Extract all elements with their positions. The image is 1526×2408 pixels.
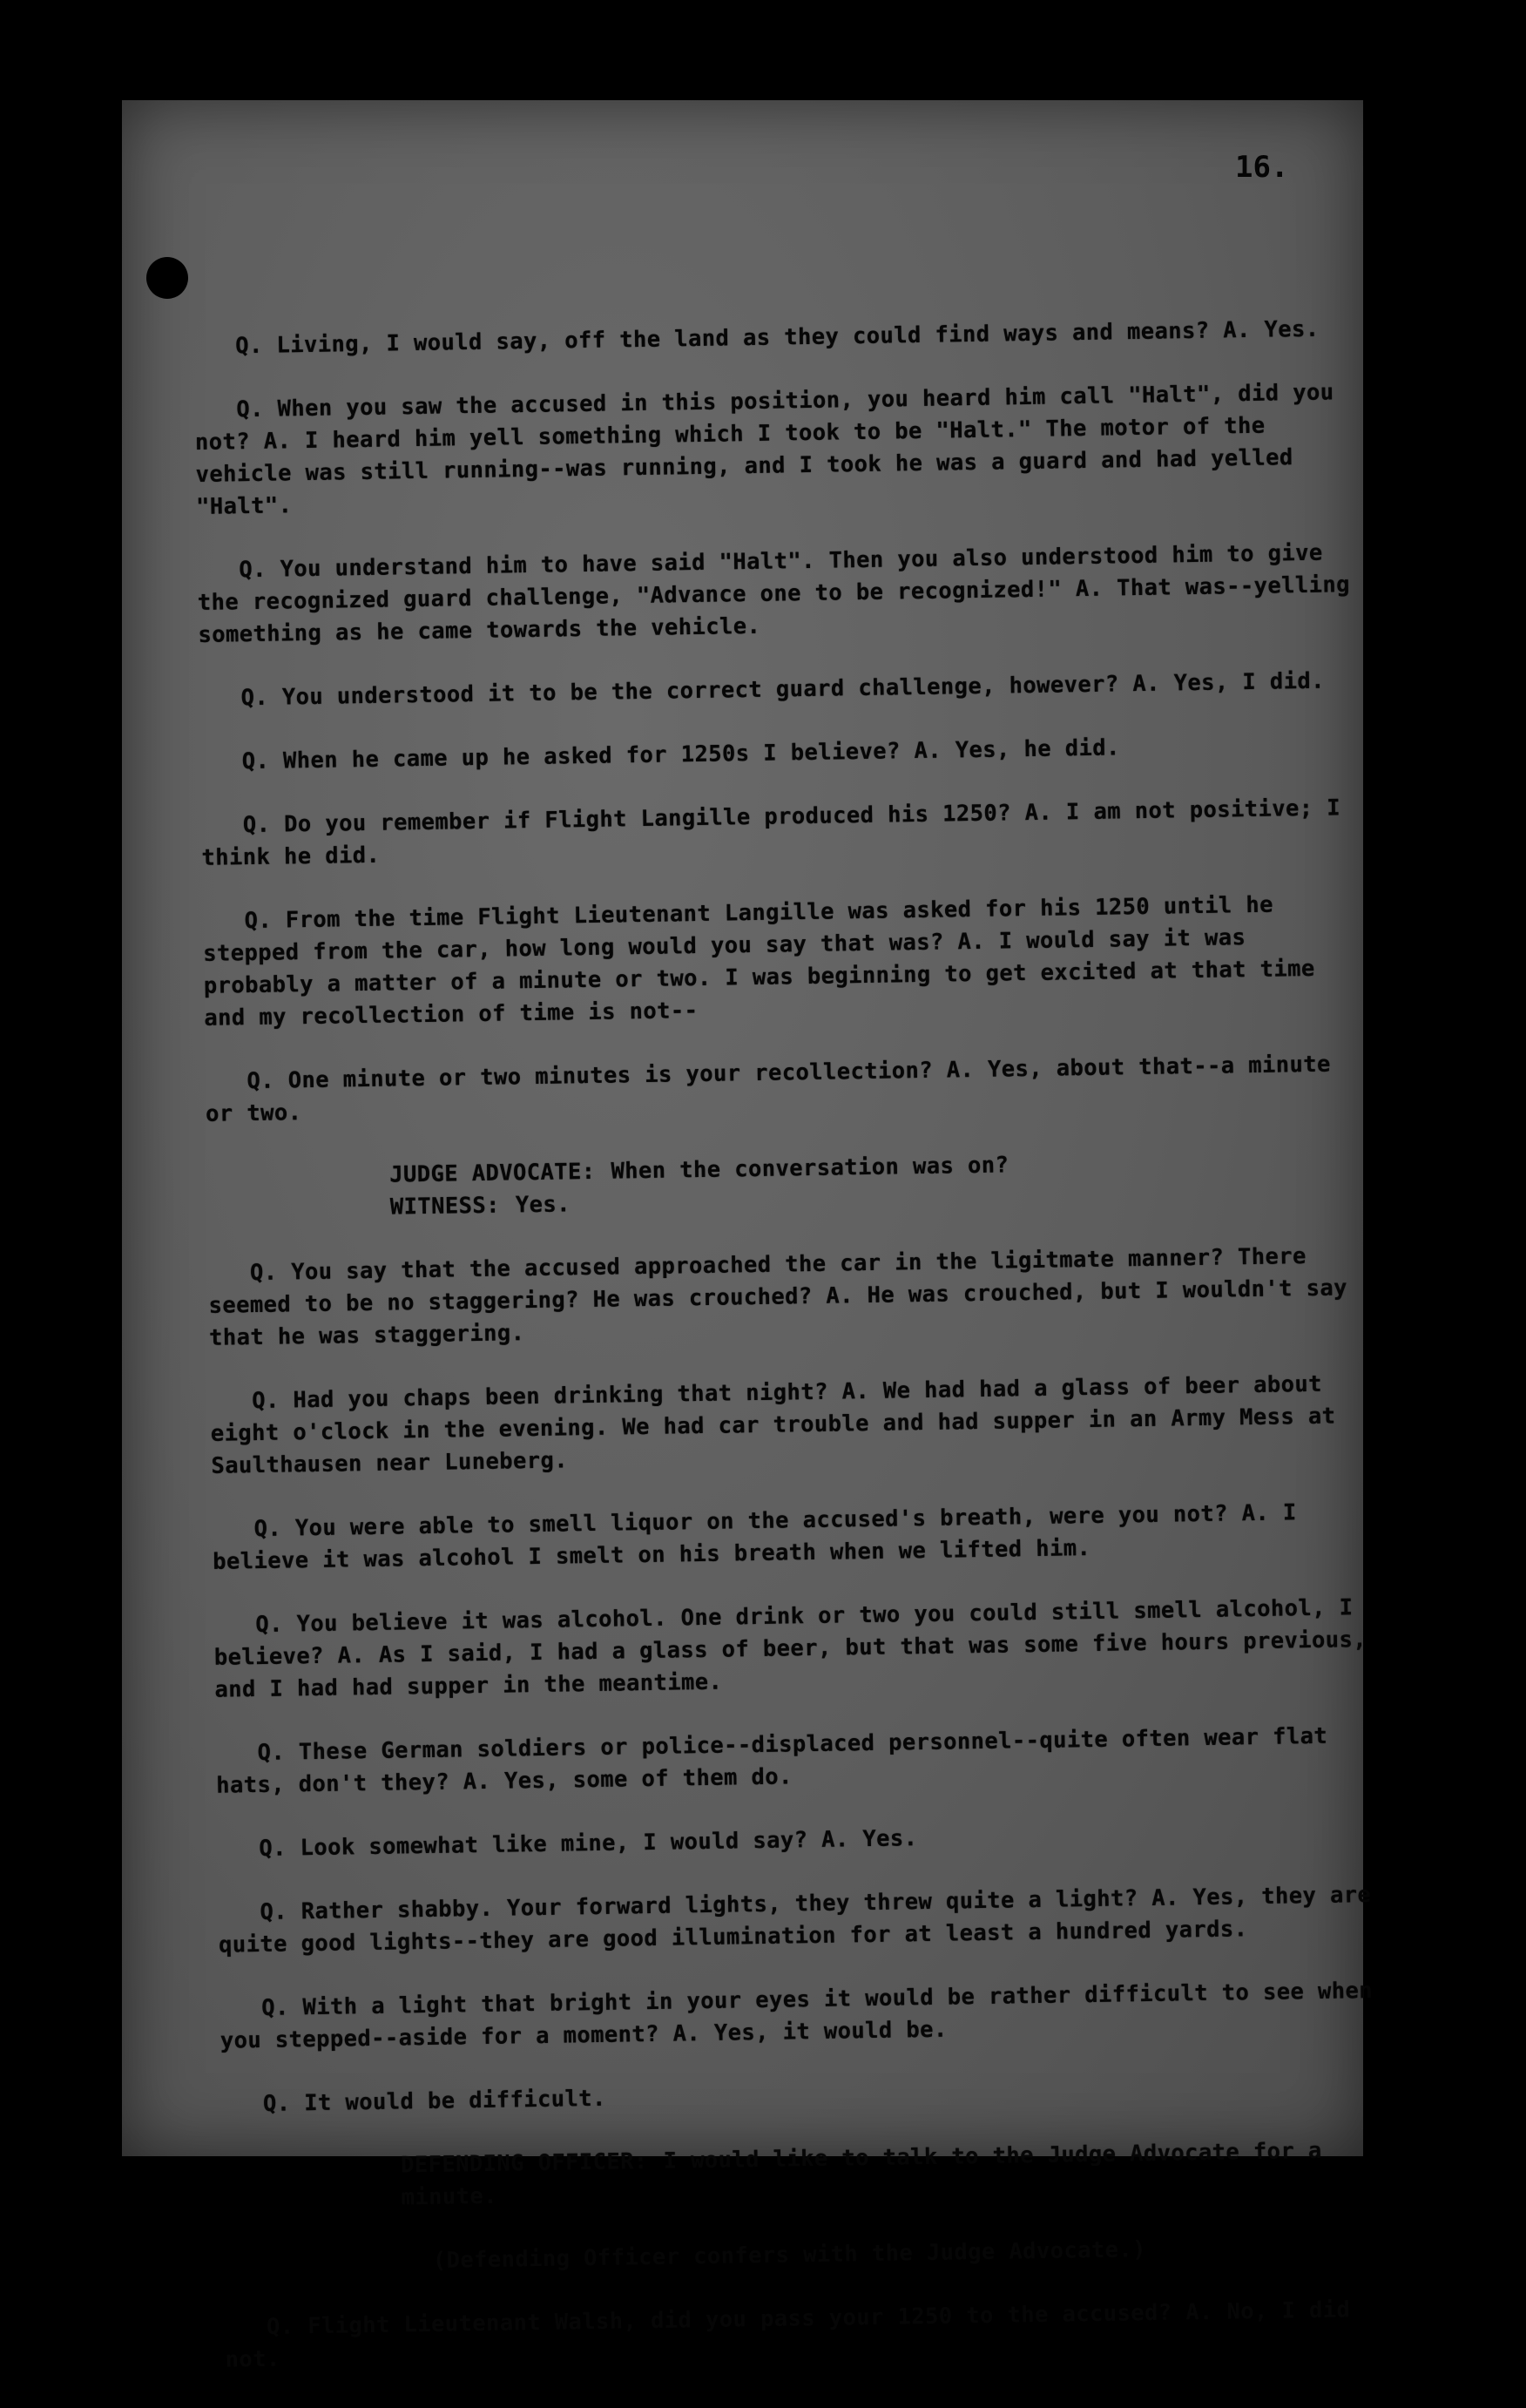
qa-paragraph: Q. One minute or two minutes is your recollection? A. Yes, about that--a minute or two. (205, 1051, 1332, 1127)
qa-paragraph: Q. You understand him to have said "Halt". Then you also understood him to give the recognized guard challenge, "Advance one to be recognized!" A. That was--yelling something as he came towards the vehicle. (197, 539, 1351, 648)
qa-paragraph: Q. When he came up he asked for 1250s I believe? A. Yes, he did. (241, 734, 1121, 775)
qa-paragraph: Q. Flight Lieutenant Walsh, did you pass your 1250 to the accused? A. No, I did not. (225, 2296, 1351, 2373)
transcript-body (193, 313, 1388, 2408)
qa-paragraph: Q. Living, I would say, off the land as they could find ways and means? A. Yes. (235, 315, 1320, 360)
defending-officer-text: I would like to talk to the Judge Advocate for a minute. (401, 2137, 1322, 2211)
qa-paragraph: Q. You believe it was alcohol. One drink or two you could still smell alcohol, I believe? A. As I said, I had a glass of beer, but that was some five hours previous, and I had had supper in the meantime. (213, 1594, 1367, 1703)
qa-paragraph: Q. Do you remember if Flight Langille produced his 1250? A. I am not positive; I think he did. (201, 795, 1341, 871)
stage-direction: (Defending Officer confers with the Judge Advocate.) (432, 2236, 1147, 2274)
qa-paragraph: Q. You were able to smell liquor on the accused's breath, were you not? A. I believe it was alcohol I smelt on his breath when we lifted him. (212, 1499, 1297, 1575)
page-number: 16. (1235, 150, 1289, 185)
qa-paragraph: Q. You understood it to be the correct guard challenge, however? A. Yes, I did. (240, 667, 1326, 712)
qa-paragraph: Q. When you saw the accused in this position, you heard him call "Halt", did you not? A. I heard him yell something which I took to be "Halt." The motor of the vehicle was still running--was running, and I took he was a guard and had yelled "Halt". (194, 379, 1334, 520)
qa-paragraph: Q. Rather shabby. Your forward lights, they threw quite a light? A. Yes, they are quite good lights--they are good illumination for at least a hundred yards. (218, 1881, 1372, 1958)
qa-paragraph: Q. These German soldiers or police--displaced personnel--quite often wear flat hats, don't they? A. Yes, some of them do. (215, 1722, 1328, 1799)
qa-paragraph: Q. You say that the accused approached the car in the ligitmate manner? There seemed to be no staggering? He was crouched? A. He was crouched, but I wouldn't say that he was staggering. (208, 1243, 1348, 1351)
judge-advocate-label: JUDGE ADVOCATE: (389, 1158, 596, 1188)
qa-paragraph: Q. Look somewhat like mine, I would say? A. Yes. (259, 1825, 918, 1863)
qa-paragraph: Q. From the time Flight Lieutenant Langille was asked for his 1250 until he stepped from the car, how long would you say that was? A. I would say it was probably a matter of a minute or two. I was beginning to get excited at that time and my recollection of time is not-- (202, 891, 1315, 1032)
judge-witness-exchange (206, 1144, 1370, 1227)
witness-text: Yes. (515, 1191, 571, 1219)
qa-paragraph: Q. Had you chaps been drinking that night? A. We had had a glass of beer about eight o'clock in the evening. We had car trouble and had supper in an Army Mess at Saulthausen near Luneberg. (210, 1370, 1336, 1479)
qa-paragraph: Q. With a light that bright in your eyes it would be rather difficult to see when you stepped--aside for a moment? A. Yes, it would be. (219, 1977, 1374, 2054)
punch-hole (146, 257, 188, 299)
judge-advocate-text: When the conversation was on? (611, 1152, 1009, 1185)
defending-officer-statement (222, 2134, 1386, 2217)
defending-officer-label: DEFENDING OFFICER: (400, 2148, 648, 2179)
qa-paragraph: Q. It would be difficult. (262, 2085, 606, 2117)
witness-label: WITNESS: (389, 1192, 501, 1221)
